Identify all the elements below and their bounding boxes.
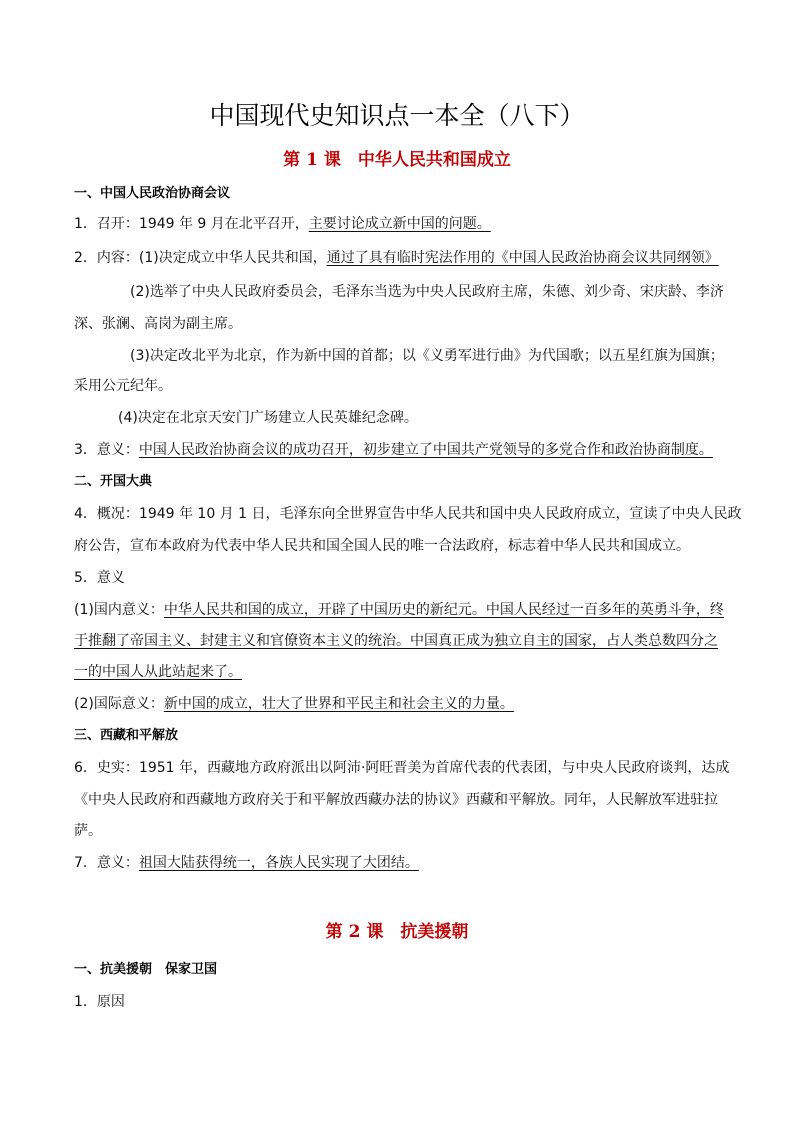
paragraph-5-1-label: (1)国内意义：: [74, 602, 164, 618]
paragraph-5-2: [74, 694, 514, 714]
paragraph-6-line-3: 萨。: [74, 823, 102, 839]
paragraph-1-underlined: 主要讨论成立新中国的问题。: [308, 216, 491, 232]
paragraph-5-1-line-2: [74, 631, 718, 651]
paragraph-5-1-line-1: [74, 600, 724, 620]
lesson-2-paragraph-1: 1．原因: [74, 994, 125, 1010]
paragraph-3-underlined: 中国人民政治协商会议的成功召开，初步建立了中国共产党领导的多党合作和政治协商制度。: [138, 442, 713, 458]
paragraph-5-1-underlined-1: 中华人民共和国的成立，开辟了中国历史的新纪元。中国人民经过一百多年的英勇斗争，终: [163, 602, 724, 618]
paragraph-1-label: 1．召开：1949 年 9 月在北平召开，: [74, 216, 309, 232]
section-heading-resist-us-aid-korea: 一、抗美援朝 保家卫国: [74, 962, 218, 977]
paragraph-6-line-2: 《中央人民政府和西藏地方政府关于和平解放西藏办法的协议》西藏和平解放。同年，人民解放军进驻拉: [74, 792, 718, 808]
paragraph-3: [74, 440, 713, 460]
paragraph-5-2-underlined: 新中国的成立，壮大了世界和平民主和社会主义的力量。: [163, 696, 514, 712]
section-heading-cppcc: 一、中国人民政治协商会议: [74, 186, 231, 201]
paragraph-7-label: 7．意义：: [74, 855, 139, 871]
paragraph-2-item-3-line-1: (3)决定改北平为北京，作为新中国的首都；以《义勇军进行曲》为代国歌；以五星红旗为国旗；: [130, 348, 724, 364]
section-heading-tibet: 三、西藏和平解放: [74, 728, 179, 743]
paragraph-2-label: 2．内容：(1)决定成立中华人民共和国，: [74, 250, 327, 266]
paragraph-7-underlined: 祖国大陆获得统一，各族人民实现了大团结。: [138, 855, 419, 871]
paragraph-2-underlined: 通过了具有临时宪法作用的《中国人民政治协商会议共同纲领》: [326, 250, 719, 266]
document-title: 中国现代史知识点一本全（八下）: [209, 101, 585, 130]
paragraph-4-line-1: 4．概况：1949 年 10 月 1 日，毛泽东向全世界宣告中华人民共和国中央人民政府成立，宣读了中央人民政: [74, 506, 742, 522]
paragraph-3-label: 3．意义：: [74, 442, 139, 458]
paragraph-5-2-label: (2)国际意义：: [74, 696, 164, 712]
paragraph-6-line-1: 6．史实：1951 年，西藏地方政府派出以阿沛·阿旺晋美为首席代表的代表团，与中央人民政府谈判，达成: [74, 760, 730, 776]
paragraph-7: [74, 853, 419, 873]
lesson-2-heading: 第 2 课 抗美援朝: [325, 922, 469, 942]
paragraph-2-item-4: (4)决定在北京天安门广场建立人民英雄纪念碑。: [118, 410, 418, 426]
paragraph-5-1-underlined-2: 于推翻了帝国主义、封建主义和官僚资本主义的统治。中国真正成为独立自主的国家，占人类总数四分之: [74, 633, 718, 649]
paragraph-2-item-2-line-2: 深、张澜、高岗为副主席。: [74, 316, 242, 332]
paragraph-5-1-underlined-3: 一的中国人从此站起来了。: [74, 664, 242, 680]
paragraph-5: 5．意义: [74, 570, 125, 586]
section-heading-founding-ceremony: 二、开国大典: [74, 474, 153, 489]
paragraph-2-item-2-line-1: (2)选举了中央人民政府委员会，毛泽东当选为中央人民政府主席，朱德、刘少奇、宋庆龄、李济: [130, 284, 724, 300]
paragraph-4-line-2: 府公告，宣布本政府为代表中华人民共和国全国人民的唯一合法政府，标志着中华人民共和国成立。: [74, 538, 690, 554]
paragraph-5-1-line-3: [74, 662, 242, 682]
lesson-1-heading: 第 1 课 中华人民共和国成立: [283, 150, 511, 170]
paragraph-2-item-3-line-2: 采用公元纪年。: [74, 378, 172, 394]
paragraph-1: [74, 214, 491, 234]
paragraph-2: [74, 248, 719, 268]
